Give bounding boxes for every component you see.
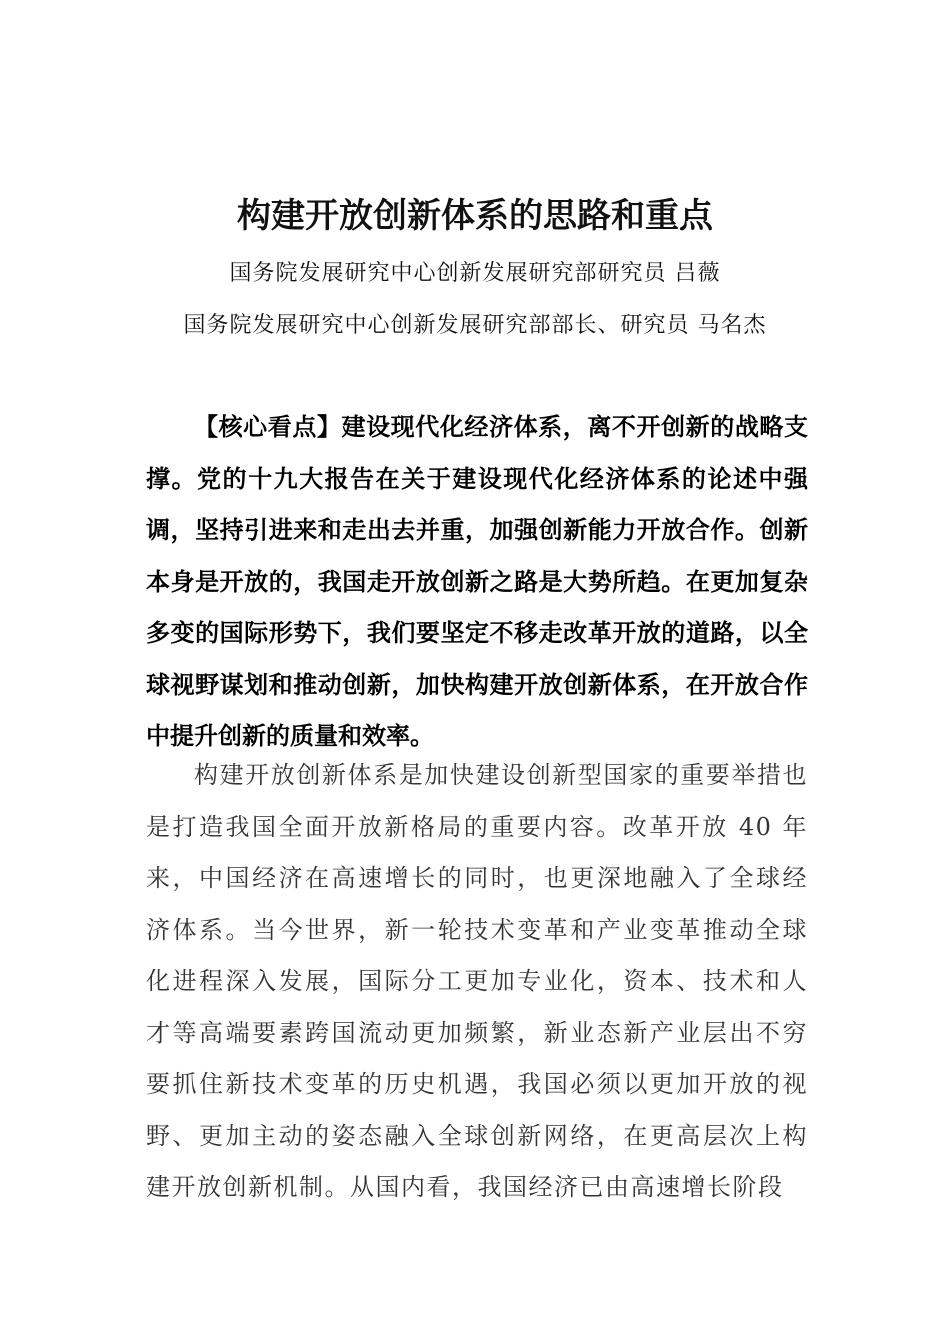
core-point-paragraph: 【核心看点】建设现代化经济体系，离不开创新的战略支撑。党的十九大报告在关于建设现代化经济体系的论述中强调，坚持引进来和走出去并重，加强创新能力开放合作。创新本身是开放的，我国走开放创新之路是大势所趋。在更加复杂多变的国际形势下，我们要坚定不移走改革开放的道路，以全球视野谋划和推动创新，加快构建开放创新体系，在开放合作中提升创新的质量和效率。 bbox=[146, 412, 808, 750]
body-paragraph: 构建开放创新体系是加快建设创新型国家的重要举措也是打造我国全面开放新格局的重要内容。改革开放 40 年来，中国经济在高速增长的同时，也更深地融入了全球经济体系。当今世界，新一轮技术变革和产业变革推动全球化进程深入发展，国际分工更加专业化，资本、技术和人才等高端要素跨国流动更加频繁，新业态新产业层出不穷要抓住新技术变革的历史机遇，我国必须以更加开放的视野、更加主动的姿态融入全球创新网络，在更高层次上构建开放创新机制。从国内看，我国经济已由高速增长阶段 bbox=[146, 761, 808, 1201]
document-title: 构建开放创新体系的思路和重点 bbox=[237, 196, 713, 236]
author-line-1: 国务院发展研究中心创新发展研究部研究员 吕薇 bbox=[229, 261, 721, 286]
author-line-2: 国务院发展研究中心创新发展研究部部长、研究员 马名杰 bbox=[183, 313, 767, 338]
